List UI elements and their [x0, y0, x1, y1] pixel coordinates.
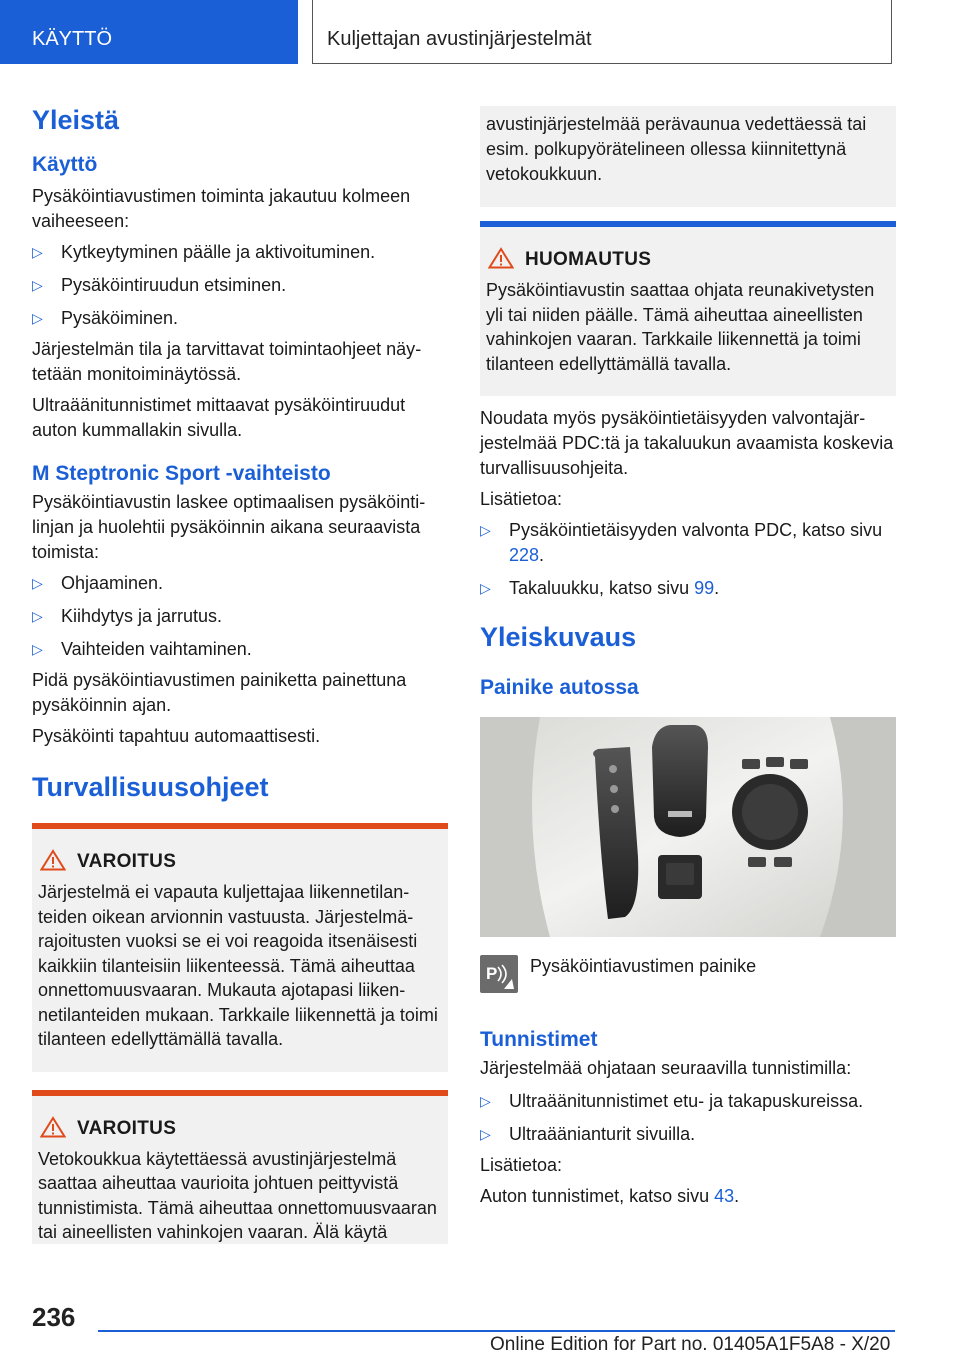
center-console-illustration	[480, 717, 896, 937]
more-info-label-2: Lisätietoa:	[480, 1154, 563, 1175]
list-item: ▷ Takaluukku, katso sivu 99.	[480, 576, 896, 601]
heading-overview: Yleiskuvaus	[480, 622, 637, 652]
warning-title: VAROITUS	[77, 1117, 177, 1139]
footer-edition: Online Edition for Part no. 01405A1F5A8 - X/20	[490, 1334, 891, 1355]
usage-paragraph-2: Järjestelmän tila ja tarvittavat toimintaohjeet näytetään monitoiminäytössä.	[32, 338, 422, 384]
warning-title: VAROITUS	[77, 851, 177, 873]
notice-box	[480, 221, 896, 396]
notice-title: HUOMAUTUS	[525, 249, 652, 270]
bullet-triangle-icon: ▷	[480, 1125, 491, 1142]
sensor-reference: Auton tunnistimet, katso sivu 43.	[480, 1185, 740, 1206]
warning-text: Järjestelmä ei vapauta kuljettajaa liikennetilanteiden oikean arvionnin vastuusta. Järjestelmärajoitusten vuoksi se ei voi reagoida itsenäisesti kaikkiin tilanteisiin liikenteessä. Tämä aiheuttaa onnettomuusvaaran. Mukauta ajotapasi liikennetilanteiden mukaan. Tarkkaile liikennettä ja toimi tilanteen edellyttämällä tavalla.	[38, 882, 438, 1050]
warning-triangle-icon	[488, 247, 514, 269]
steptronic-paragraph-3: Pysäköinti tapahtuu automaattisesti.	[32, 725, 321, 746]
more-info-label: Lisätietoa:	[480, 489, 563, 509]
bullet-triangle-icon: ▷	[32, 276, 43, 293]
usage-paragraph-3: Ultraäänitunnistimet mittaavat pysäköintiruudut auton kummallakin sivulla.	[32, 394, 406, 440]
page-link[interactable]: 99	[694, 578, 715, 598]
left-column	[32, 96, 448, 1244]
bullet-triangle-icon: ▷	[32, 243, 43, 260]
bullet-triangle-icon: ▷	[32, 607, 43, 624]
heading-usage: Käyttö	[32, 153, 98, 177]
right-column	[480, 96, 896, 1209]
pdc-paragraph: Noudata myös pysäköintietäisyyden valvontajärjestelmää PDC:tä ja takaluukun avaamista koskevia turvallisuusohjeita.	[480, 408, 894, 478]
usage-list	[32, 240, 448, 331]
page-link[interactable]: 228	[509, 545, 540, 565]
list-item: ▷ Kiihdytys ja jarrutus.	[32, 604, 448, 629]
bullet-triangle-icon: ▷	[480, 1092, 491, 1109]
parking-assistant-button-icon	[480, 955, 518, 993]
warning-triangle-icon	[40, 1116, 66, 1138]
page-link[interactable]: 43	[714, 1185, 735, 1206]
steptronic-paragraph-2: Pidä pysäköintiavustimen painiketta painettuna pysäköinnin ajan.	[32, 669, 407, 715]
notice-text: Pysäköintiavustin saattaa ohjata reunakivetysten yli tai niiden päälle. Tämä aiheuttaa aineellisten vahinkojen vaaran. Tarkkaile liikennettä ja toimi tilanteen edellyttämällä tavalla.	[486, 280, 875, 374]
usage-intro: Pysäköintiavustimen toiminta jakautuu kolmeen vaiheeseen:	[32, 185, 411, 231]
list-item: ▷ Pysäköintietäisyyden valvonta PDC, katso sivu 228.	[480, 520, 883, 565]
heading-steptronic: M Steptronic Sport -vaihteisto	[32, 461, 331, 485]
warning-continuation-text: avustinjärjestelmää perävaunua vedettäessä tai esim. polkupyörätelineen ollessa kiinnitettynä vetokoukkuun.	[486, 114, 867, 184]
sensors-list	[480, 1089, 896, 1147]
bullet-triangle-icon: ▷	[32, 309, 43, 326]
bullet-triangle-icon: ▷	[480, 522, 491, 538]
bullet-triangle-icon: ▷	[32, 640, 43, 657]
bullet-triangle-icon: ▷	[32, 574, 43, 591]
chapter-header	[312, 0, 892, 64]
page-number: 236	[32, 1302, 76, 1332]
section-tab	[0, 0, 298, 64]
button-caption: Pysäköintiavustimen painike	[530, 955, 757, 976]
section-title: KÄYTTÖ	[32, 28, 113, 50]
steptronic-intro: Pysäköintiavustin laskee optimaalisen pysäköintilinjan ja huolehtii pysäköinnin aikana seuraavista toimista:	[32, 491, 426, 562]
heading-sensors: Tunnistimet	[480, 1027, 598, 1051]
heading-safety: Turvallisuusohjeet	[32, 771, 269, 802]
list-item: ▷ Ultraäänitunnistimet etu- ja takapuskureissa.	[480, 1089, 896, 1114]
button-caption-row	[480, 955, 896, 999]
warning-triangle-icon	[40, 849, 66, 871]
list-item: ▷ Kytkeytyminen päälle ja aktivoituminen.	[32, 240, 448, 265]
warning-box-2	[32, 1090, 448, 1244]
warning-continuation-box	[480, 106, 896, 207]
center-console-photo	[480, 717, 896, 937]
sensors-intro: Järjestelmää ohjataan seuraavilla tunnistimilla:	[480, 1057, 852, 1078]
list-item: ▷ Ohjaaminen.	[32, 571, 448, 596]
list-item: ▷ Ultraäänianturit sivuilla.	[480, 1122, 896, 1147]
chapter-title: Kuljettajan avustinjärjestelmät	[327, 28, 592, 50]
list-item: ▷ Pysäköintiruudun etsiminen.	[32, 273, 448, 298]
svg-text:P: P	[486, 963, 498, 983]
warning-box-1	[32, 823, 448, 1072]
list-item: ▷ Pysäköiminen.	[32, 306, 448, 331]
reference-list	[480, 518, 896, 601]
heading-general: Yleistä	[32, 105, 120, 135]
heading-button: Painike autossa	[480, 676, 639, 700]
warning-text: Vetokoukkua käytettäessä avustinjärjestelmä saattaa aiheuttaa vaurioita johtuen peittyvistä tunnistimista. Tämä aiheuttaa onnettomuusvaaran tai aineellisten vahinkojen vaaran. Älä käytä	[38, 1148, 437, 1243]
footer-divider	[98, 1330, 895, 1332]
steptronic-list	[32, 571, 448, 662]
bullet-triangle-icon: ▷	[480, 580, 491, 596]
list-item: ▷ Vaihteiden vaihtaminen.	[32, 637, 448, 662]
